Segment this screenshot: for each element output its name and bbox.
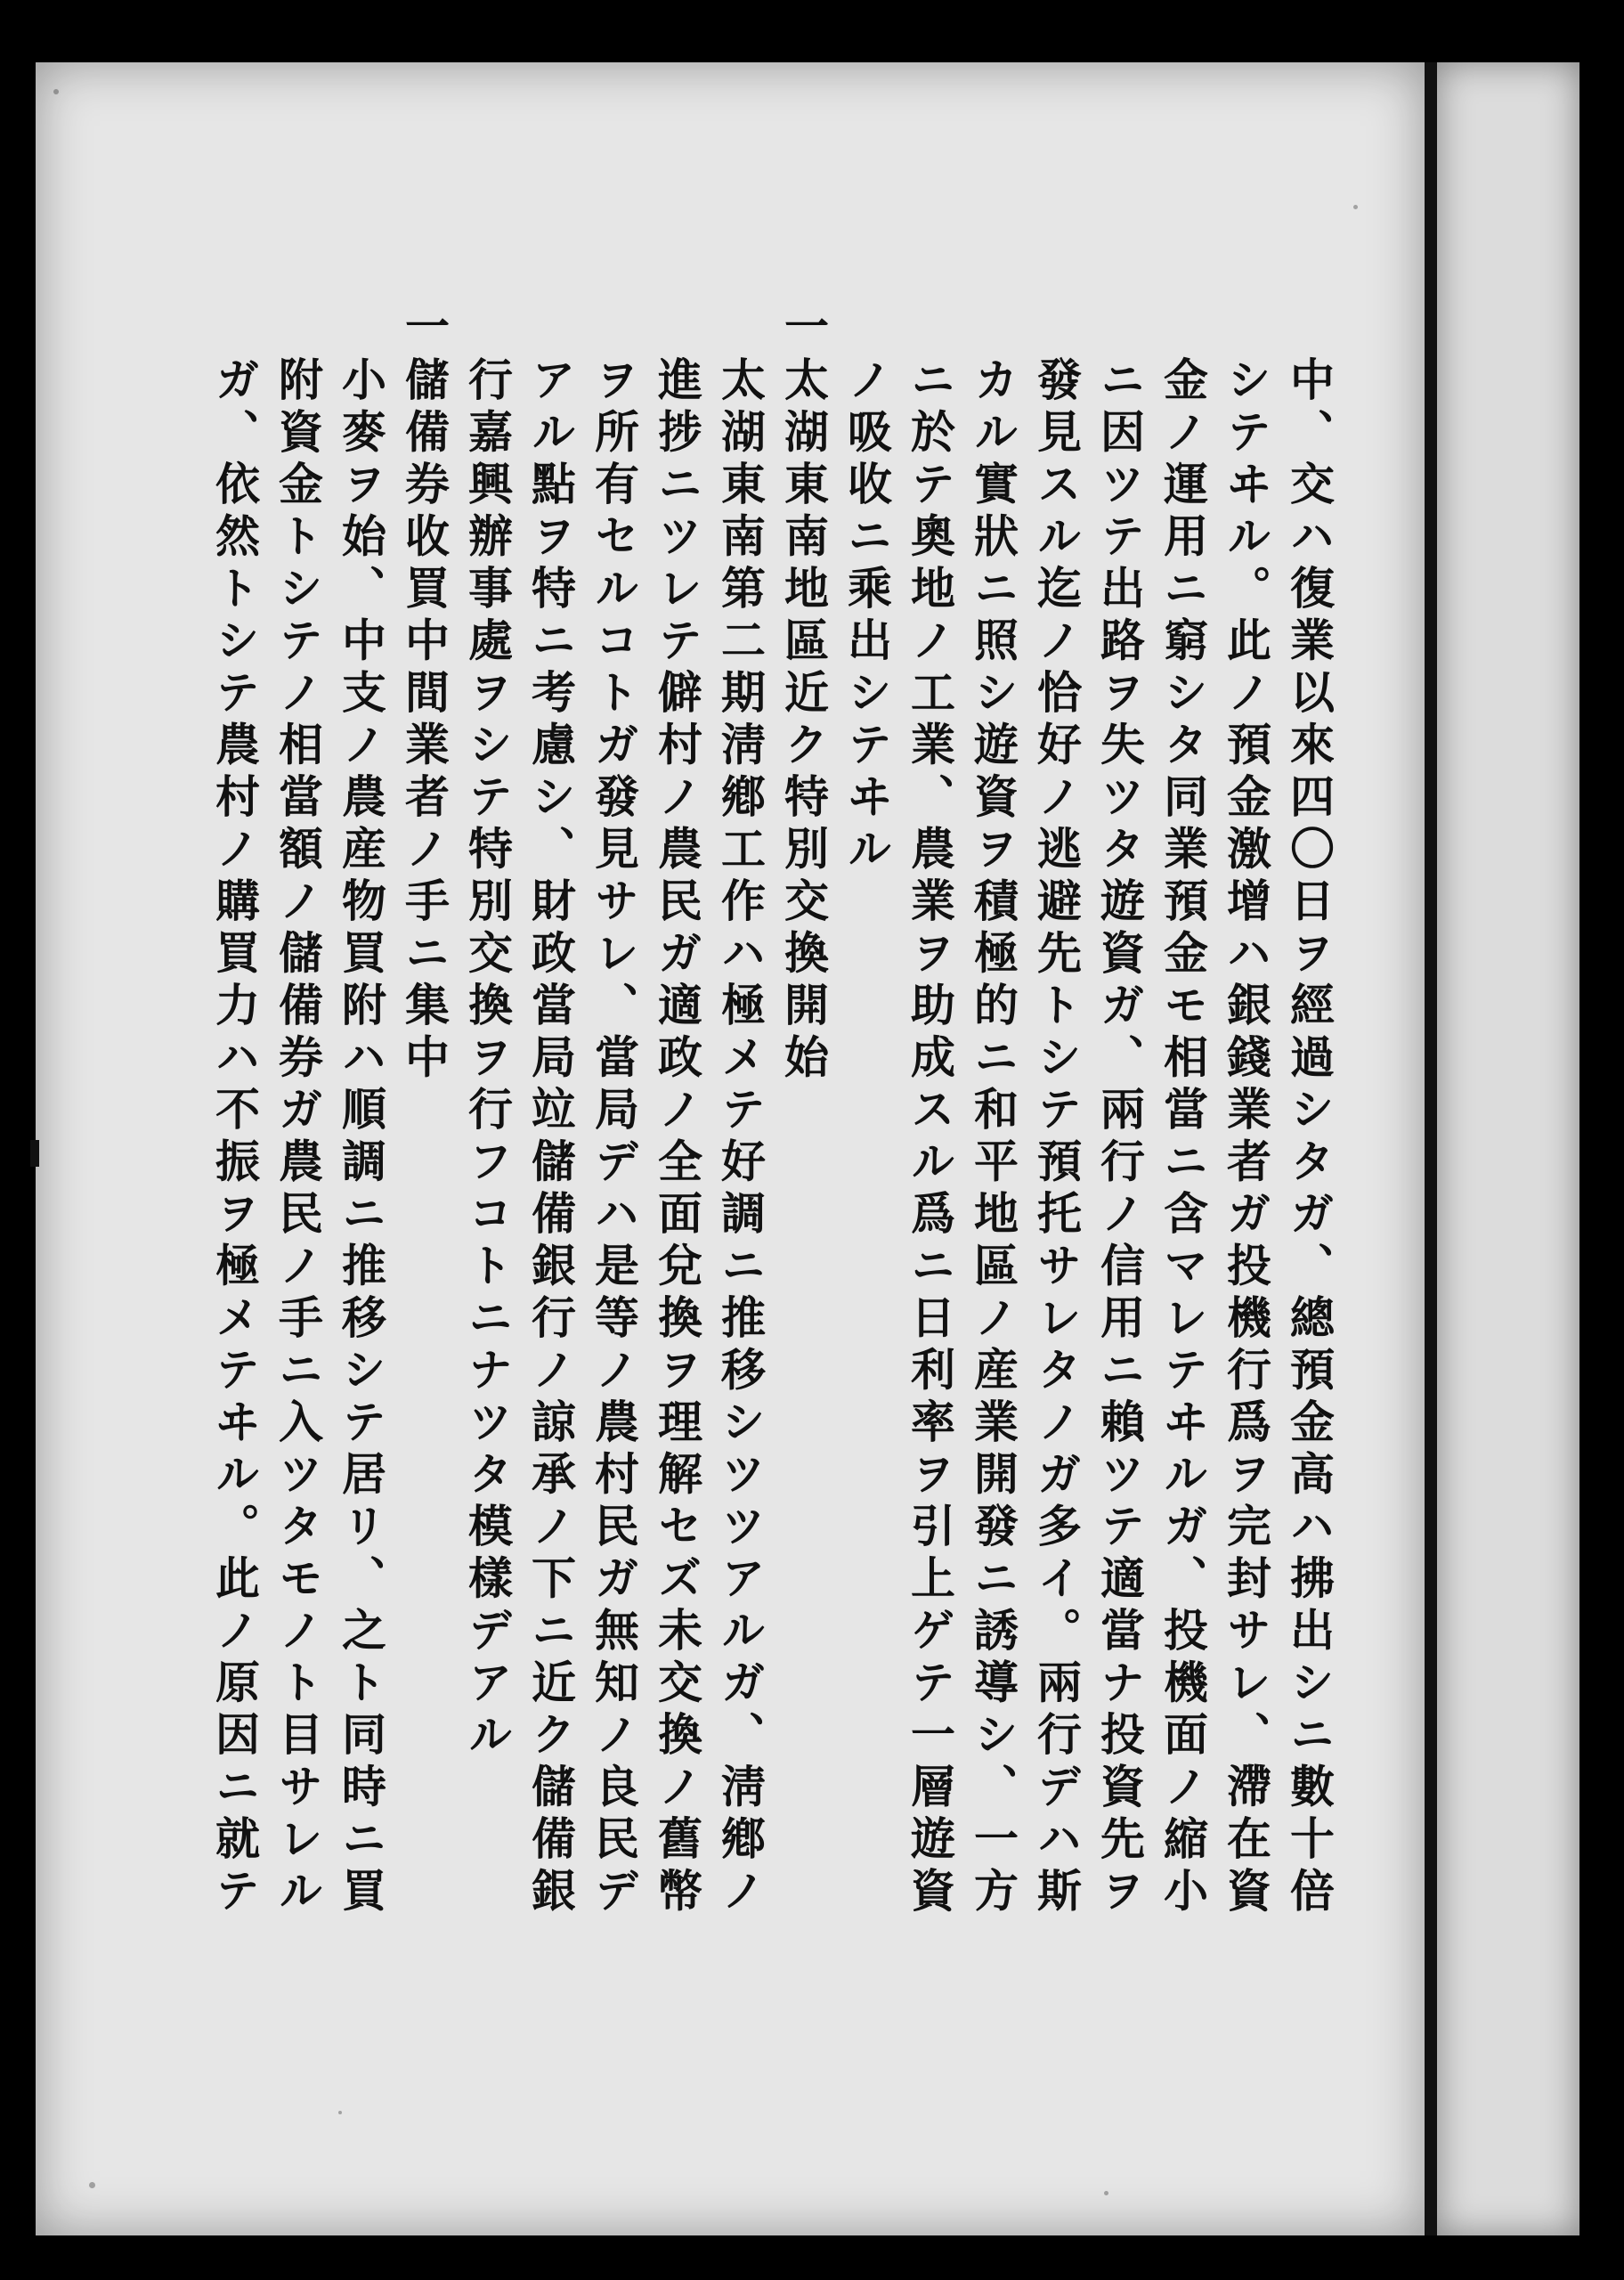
text-column: 行嘉興辦事處ヲシテ特別交換ヲ行フコトニナツタ模樣デアル: [461, 356, 514, 1763]
text-column: 附資金トシテノ相當額ノ儲備券ガ農民ノ手ニ入ツタモノト目サレル: [272, 356, 324, 1919]
section-marker: 一: [398, 303, 451, 355]
vertical-text-body: [134, 303, 1336, 2066]
section-heading: 儲備券收買中間業者ノ手ニ集中: [398, 356, 451, 1086]
text-column: シテヰル。此ノ預金激增ハ銀錢業者ガ投機行爲ヲ完封サレ、滯在資: [1220, 356, 1272, 1919]
text-column: ニ於テ奧地ノ工業、農業ヲ助成スル爲ニ日利率ヲ引上ゲテ一層遊資: [904, 356, 956, 1919]
text-column: 太湖東南第二期淸鄕工作ハ極メテ好調ニ推移シツツアルガ、淸鄕ノ: [714, 356, 767, 1919]
text-column: ヲ所有セルコトガ發見サレ、當局デハ是等ノ農村民ガ無知ノ良民デ: [588, 356, 640, 1919]
page-gutter: [1425, 62, 1437, 2235]
section-heading: 太湖東南地區近ク特別交換開始: [777, 356, 830, 1086]
text-column: ニ因ツテ出路ヲ失ツタ遊資ガ、兩行ノ信用ニ賴ツテ適當ナ投資先ヲ: [1093, 356, 1146, 1919]
binding-mark: [30, 1140, 39, 1167]
text-column: ガ、依然トシテ農村ノ購買力ハ不振ヲ極メテヰル。此ノ原因ニ就テ: [208, 356, 261, 1919]
adjacent-page-edge: [1437, 62, 1579, 2235]
text-column: アル點ヲ特ニ考慮シ、財政當局竝儲備銀行ノ諒承ノ下ニ近ク儲備銀: [524, 356, 577, 1919]
text-column: カル實狀ニ照シ遊資ヲ積極的ニ和平地區ノ産業開發ニ誘導シ、一方: [967, 356, 1019, 1919]
section-marker: 一: [777, 303, 830, 355]
text-column: 小麥ヲ始、中支ノ農産物買附ハ順調ニ推移シテ居リ、之ト同時ニ買: [335, 356, 387, 1919]
text-column: 進捗ニツレテ僻村ノ農民ガ適政ノ全面兌換ヲ理解セズ未交換ノ舊幣: [651, 356, 703, 1919]
text-column: 金ノ運用ニ窮シタ同業預金モ相當ニ含マレテヰルガ、投機面ノ縮小: [1157, 356, 1209, 1919]
text-column: ノ吸收ニ乘出シテヰル: [840, 356, 893, 877]
text-column: 中、交ハ復業以來四〇日ヲ經過シタガ、總預金高ハ拂出シニ數十倍: [1283, 356, 1336, 1919]
text-column: 發見スル迄ノ恰好ノ逃避先トシテ預托サレタノガ多イ。兩行デハ斯: [1030, 356, 1083, 1919]
